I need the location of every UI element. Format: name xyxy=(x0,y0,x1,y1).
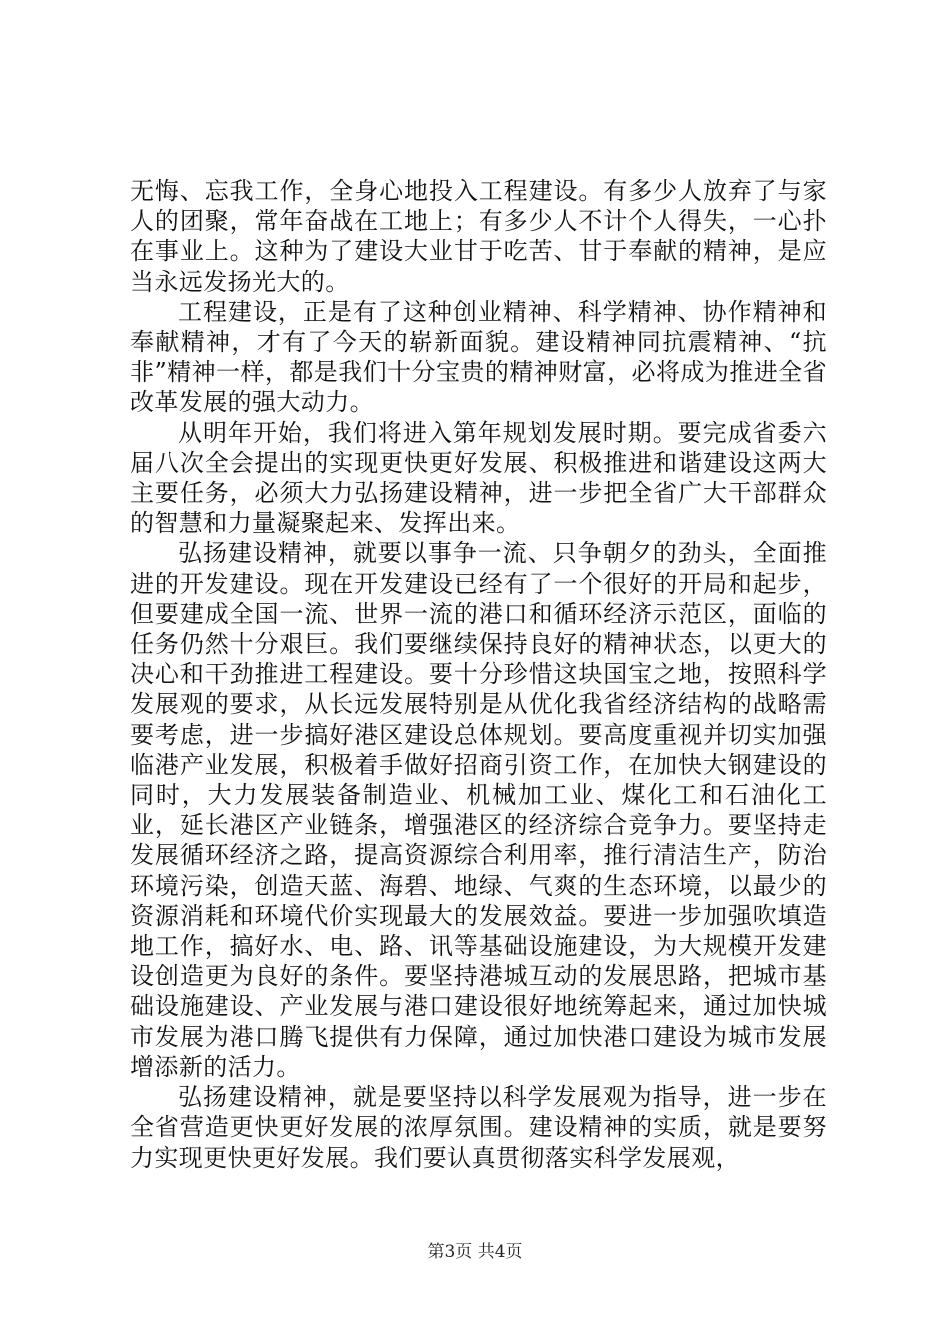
page-footer: 第3页 共4页 xyxy=(427,1242,523,1262)
paragraph-4: 弘扬建设精神，就要以事争一流、只争朝夕的劲头，全面推进的开发建设。现在开发建设已经有了一个很好的开局和起步，但要建成全国一流、世界一流的港口和循环经济示范区，面临的任务仍然十分艰巨。我们要继续保持良好的精神状态，以更大的决心和干劲推进工程建设。要十分珍惜这块国宝之地，按照科学发展观的要求，从长远发展特别是从优化我省经济结构的战略需要考虑，进一步搞好港区建设总体规划。要高度重视并切实加强临港产业发展，积极着手做好招商引资工作，在加快大钢建设的同时，大力发展装备制造业、机械加工业、煤化工和石油化工业，延长港区产业链条，增强港区的经济综合竞争力。要坚持走发展循环经济之路，提高资源综合利用率，推行清洁生产，防治环境污染，创造天蓝、海碧、地绿、气爽的生态环境，以最少的资源消耗和环境代价实现最大的发展效益。要进一步加强吹填造地工作，搞好水、电、路、讯等基础设施建设，为大规模开发建设创造更为良好的条件。要坚持港城互动的发展思路，把城市基础设施建设、产业发展与港口建设很好地统筹起来，通过加快城市发展为港口腾飞提供有力保障，通过加快港口建设为城市发展增添新的活力。 xyxy=(130,539,827,1081)
paragraph-1: 无悔、忘我工作，全身心地投入工程建设。有多少人放弃了与家人的团聚，常年奋战在工地上；有多少人不计个人得失，一心扑在事业上。这种为了建设大业甘于吃苦、甘于奉献的精神，是应当永远发扬光大的。 xyxy=(130,177,827,296)
paragraph-2: 工程建设，正是有了这种创业精神、科学精神、协作精神和奉献精神，才有了今天的崭新面貌。建设精神同抗震精神、“抗非”精神一样，都是我们十分宝贵的精神财富，必将成为推进全省改革发展的强大动力。 xyxy=(130,297,827,417)
document-page xyxy=(130,176,827,1173)
paragraph-5: 弘扬建设精神，就是要坚持以科学发展观为指导，进一步在全省营造更快更好发展的浓厚氛围。建设精神的实质，就是要努力实现更快更好发展。我们要认真贯彻落实科学发展观， xyxy=(130,1083,827,1172)
paragraph-3: 从明年开始，我们将进入第年规划发展时期。要完成省委六届八次全会提出的实现更快更好发展、积极推进和谐建设这两大主要任务，必须大力弘扬建设精神，进一步把全省广大干部群众的智慧和力量凝聚起来、发挥出来。 xyxy=(130,418,827,538)
